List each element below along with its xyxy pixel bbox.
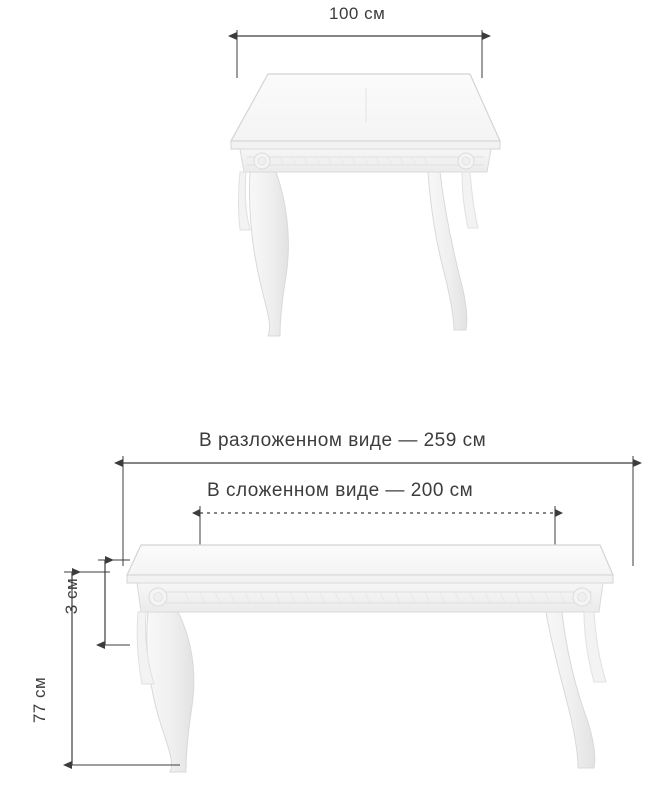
dim-line-thickness-3 (98, 560, 130, 645)
table-illustration-side (127, 545, 613, 772)
table-illustration-top (231, 74, 500, 336)
dim-label-width: 100 см (329, 4, 386, 23)
dim-line-width-100 (237, 30, 482, 78)
dim-label-length-folded: В сложенном виде — 200 см (207, 480, 474, 501)
dim-label-height: 77 см (30, 676, 49, 724)
dim-label-thickness: 3 см (62, 577, 81, 615)
dim-label-length-extended: В разложенном виде — 259 см (199, 430, 487, 451)
